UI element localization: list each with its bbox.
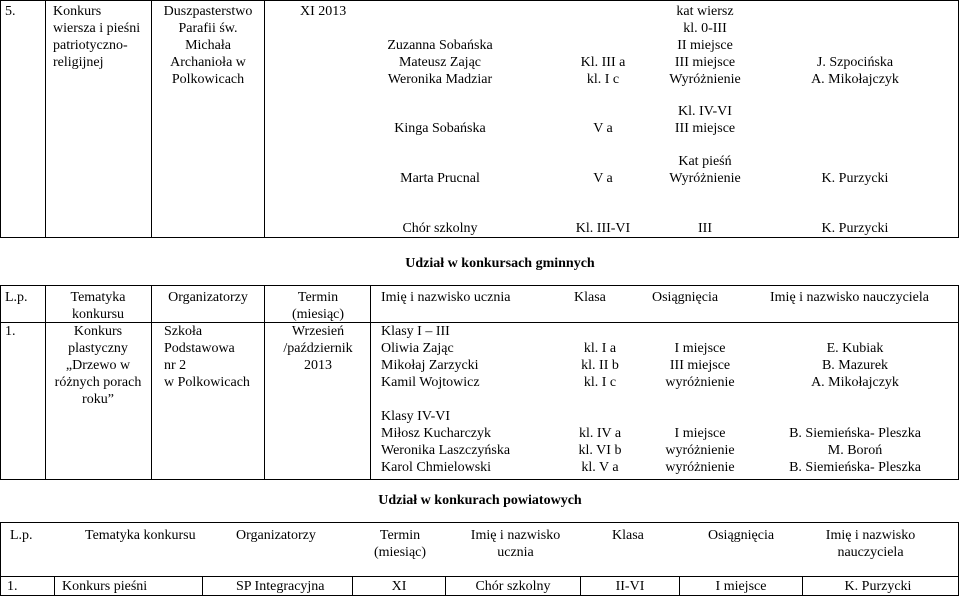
osiagniecia-cell: kat wiersz kl. 0-III II miejsce III miejsce Wyróżnienie [669,4,741,87]
tematyka-cell: Konkurs plastyczny „Drzewo w różnych porach roku” [54,324,142,407]
header-tematyka: Tematyka konkursu [70,290,126,322]
header-termin: Termin (miesiąc) [373,528,427,560]
klasa-cell: Kl. III a kl. I c [580,55,626,87]
header-organizatorzy: Organizatorzy [168,290,248,305]
lp-cell: 5. [5,4,16,19]
nauczyciele-group-2: B. Siemieńska- Pleszka M. Boroń B. Siemieńska- Pleszka [789,426,921,475]
osiagniecia-cell: I miejsce [715,579,767,594]
osiagniecia-group-2: I miejsce wyróżnienie wyróżnienie [665,426,735,475]
tematyka-cell: Konkurs pieśni [62,579,148,594]
header-nauczyciel: Imię i nazwisko nauczyciela [825,528,916,560]
klasa-cell: II-VI [615,579,645,594]
header-klasa: Klasa [574,290,606,305]
header-nauczyciel: Imię i nazwisko nauczyciela [770,290,929,305]
osiagniecia-group-1: I miejsce III miejsce wyróżnienie [665,341,735,390]
nauczyciel-cell: K. Purzycki [821,221,889,236]
uczniowie-cell: Zuzanna Sobańska Mateusz Zając Weronika Madziar [387,38,493,87]
header-klasa: Klasa [612,528,644,543]
header-lp: L.p. [5,290,28,305]
section-heading-powiatowe: Udział w konkurach powiatowych [378,493,582,508]
header-termin: Termin (miesiąc) [291,290,345,322]
uczniowie-group-1: Klasy I – III Oliwia Zając Mikołaj Zarzycki Kamil Wojtowicz [381,324,480,390]
termin-cell: XI [391,579,407,594]
klasa-cell: Kl. III-VI [575,221,631,236]
section-heading-gminne: Udział w konkursach gminnych [405,256,595,271]
klasy-group-2: kl. IV a kl. VI b kl. V a [578,426,622,475]
tematyka-cell: Konkurs wiersza i pieśni patriotyczno- religijnej [53,4,141,70]
uczen-cell: Kinga Sobańska [394,121,486,136]
header-osiagniecia: Osiągnięcia [652,290,719,305]
osiagniecia-cell: Kat pieśń Wyróżnienie [669,154,741,186]
header-uczen: Imię i nazwisko ucznia [381,290,511,305]
uczen-cell: Marta Prucnal [400,171,480,186]
header-uczen: Imię i nazwisko ucznia [470,528,561,560]
osiagniecia-cell: Kl. IV-VI III miejsce [674,104,736,136]
osiagniecia-cell: III [698,221,712,236]
termin-cell: Wrzesień /październik 2013 [283,324,353,373]
termin-cell: XI 2013 [300,4,347,19]
klasa-cell: V a [593,121,613,136]
header-tematyka: Tematyka konkursu [85,528,196,543]
klasa-cell: V a [593,171,613,186]
header-osiagniecia: Osiągnięcia [708,528,775,543]
nauczyciel-cell: K. Purzycki [821,171,889,186]
uczniowie-group-2: Klasy IV-VI Miłosz Kucharczyk Weronika Laszczyńska Karol Chmielowski [381,409,511,475]
uczen-cell: Chór szkolny [402,221,478,236]
header-organizatorzy: Organizatorzy [236,528,316,543]
organizator-cell: Duszpasterstwo Parafii św. Michała Archanioła w Polkowicach [163,4,253,87]
organizator-cell: Szkoła Podstawowa nr 2 w Polkowicach [164,324,250,390]
nauczyciel-cell: K. Purzycki [844,579,912,594]
lp-cell: 1. [7,579,18,594]
uczen-cell: Chór szkolny [475,579,551,594]
nauczyciel-cell: J. Szpocińska A. Mikołajczyk [811,55,899,87]
lp-cell: 1. [5,324,16,339]
klasy-group-1: kl. I a kl. II b kl. I c [581,341,619,390]
organizator-cell: SP Integracyjna [236,579,325,594]
nauczyciele-group-1: E. Kubiak B. Mazurek A. Mikołajczyk [811,341,899,390]
header-lp: L.p. [10,528,33,543]
